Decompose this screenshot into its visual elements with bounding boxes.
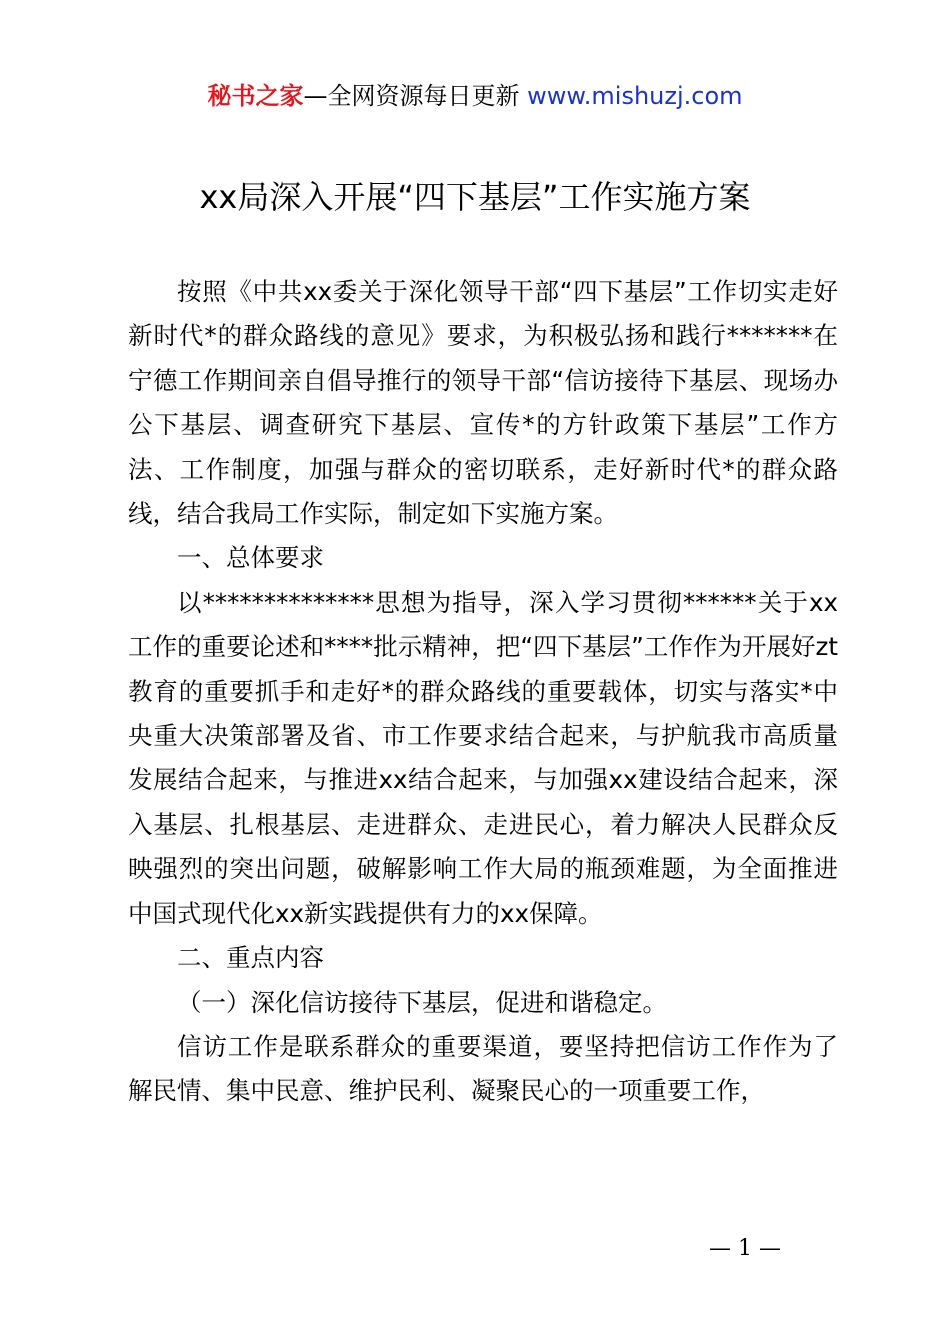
- brand-name: 秘书之家: [207, 82, 304, 110]
- header-tagline: —全网资源每日更新: [303, 82, 528, 110]
- petition-work-paragraph: 信访工作是联系群众的重要渠道，要坚持把信访工作作为了解民情、集中民意、维护民利、凝聚民心的一项重要工作，: [128, 1031, 838, 1106]
- document-body: [128, 270, 838, 1114]
- section-heading-general-requirements: 一、总体要求: [177, 543, 324, 573]
- intro-paragraph: 按照《中共xx委关于深化领导干部“四下基层”工作切实走好新时代*的群众路线的意见》要求，为积极弘扬和践行*******在宁德工作期间亲自倡导推行的领导干部“信访接待下基层、现场办公下基层、调查研究下基层、宣传*的方针政策下基层”工作方法、工作制度，加强与群众的密切联系，走好新时代*的群众路线，结合我局工作实际，制定如下实施方案。: [128, 277, 838, 529]
- general-requirements-paragraph: 以**************思想为指导，深入学习贯彻******关于xx工作的重要论述和****批示精神，把“四下基层”工作作为开展好zt教育的重要抓手和走好*的群众路线的重要载体，切实与落实*中央重大决策部署及省、市工作要求结合起来，与护航我市高质量发展结合起来，与推进xx结合起来，与加强xx建设结合起来，深入基层、扎根基层、走进群众、走进民心，着力解决人民群众反映强烈的突出问题，破解影响工作大局的瓶颈难题，为全面推进中国式现代化xx新实践提供有力的xx保障。: [128, 587, 838, 928]
- section-heading-key-content: 二、重点内容: [177, 943, 324, 973]
- page-number: — 1 —: [709, 1236, 781, 1261]
- site-url-link[interactable]: www.mishuzj.com: [527, 82, 743, 110]
- document-title: xx局深入开展“四下基层”工作实施方案: [199, 178, 751, 216]
- site-header: [0, 80, 950, 112]
- subsection-heading-petition-reception: （一）深化信访接待下基层，促进和谐稳定。: [177, 987, 667, 1017]
